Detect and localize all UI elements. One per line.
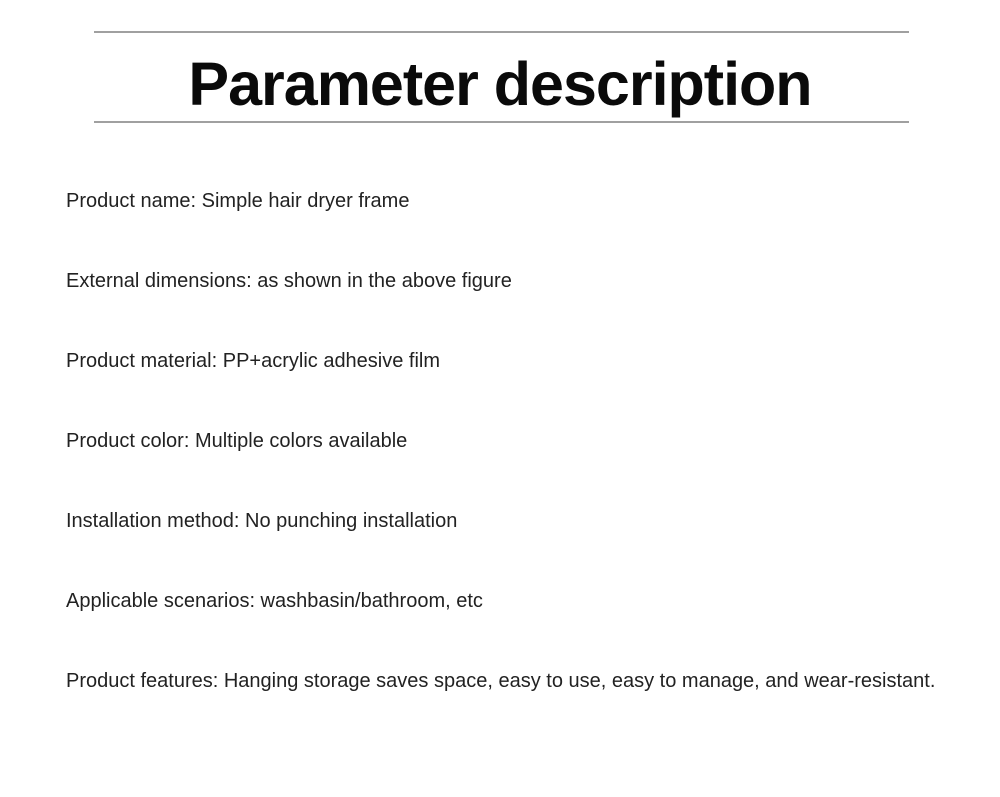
param-product-color: Product color: Multiple colors available bbox=[66, 430, 408, 452]
title-bottom-divider bbox=[94, 121, 909, 123]
page-title: Parameter description bbox=[188, 50, 812, 118]
param-product-material: Product material: PP+acrylic adhesive film bbox=[66, 350, 441, 372]
param-external-dimensions: External dimensions: as shown in the above figure bbox=[66, 270, 512, 292]
parameter-list bbox=[66, 188, 935, 748]
title-top-divider bbox=[94, 31, 909, 33]
param-applicable-scenarios: Applicable scenarios: washbasin/bathroom, etc bbox=[66, 590, 483, 612]
param-product-features: Product features: Hanging storage saves space, easy to use, easy to manage, and wear-resistant. bbox=[66, 670, 936, 692]
param-product-name: Product name: Simple hair dryer frame bbox=[66, 190, 410, 212]
param-installation-method: Installation method: No punching installation bbox=[66, 510, 458, 532]
